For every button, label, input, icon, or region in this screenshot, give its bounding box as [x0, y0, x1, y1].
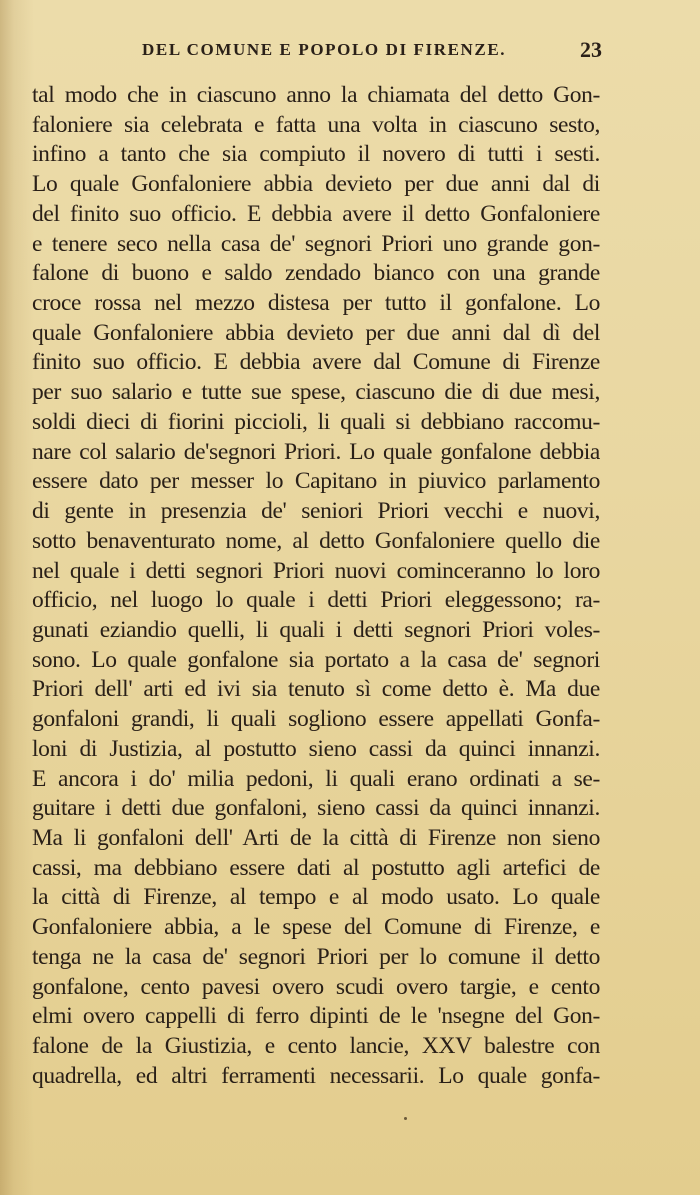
- text-line: gonfaloni grandi, li quali sogliono essere appellati Gonfa-: [32, 706, 600, 733]
- body-text: [32, 81, 600, 1091]
- text-line: tal modo che in ciascuno anno la chiamata del detto Gon-: [32, 82, 600, 108]
- text-line: e tenere seco nella casa de' segnori Priori uno grande gon-: [32, 230, 600, 257]
- text-line: nare col salario de'segnori Priori. Lo quale gonfalone debbia: [32, 438, 600, 465]
- text-line: cassi, ma debbiano essere dati al postutto agli artefici de: [32, 854, 600, 881]
- text-line: E ancora i do' milia pedoni, li quali erano ordinati a se-: [32, 765, 600, 792]
- text-line: sotto benaventurato nome, al detto Gonfaloniere quello die: [32, 527, 600, 554]
- text-line: Ma li gonfaloni dell' Arti de la città di Firenze non sieno: [32, 824, 600, 851]
- text-line: croce rossa nel mezzo distesa per tutto il gonfalone. Lo: [32, 290, 600, 317]
- text-line: finito suo officio. E debbia avere dal Comune di Firenze: [32, 349, 600, 376]
- text-line: quadrella, ed altri ferramenti necessarii. Lo quale gonfa-: [32, 1062, 600, 1089]
- text-line: gunati eziandio quelli, li quali i detti segnori Priori voles-: [32, 616, 600, 643]
- running-head: [0, 37, 700, 66]
- text-line: quale Gonfaloniere abbia devieto per due anni dal dì del: [32, 319, 600, 346]
- text-line: nel quale i detti segnori Priori nuovi cominceranno lo loro: [32, 557, 600, 584]
- text-line: Gonfaloniere abbia, a le spese del Comune di Firenze, e: [32, 914, 600, 941]
- text-line: infino a tanto che sia compiuto il novero di tutti i sesti.: [32, 141, 600, 168]
- text-line: falone de la Giustizia, e cento lancie, XXV balestre con: [32, 1033, 600, 1059]
- ink-speck: [404, 1117, 407, 1120]
- text-line: essere dato per messer lo Capitano in piuvico parlamento: [32, 468, 600, 495]
- text-line: per suo salario e tutte sue spese, ciascuno die di due mesi,: [32, 379, 600, 406]
- text-line: elmi overo cappelli di ferro dipinti de le 'nsegne del Gon-: [32, 1003, 600, 1030]
- text-line: officio, nel luogo lo quale i detti Priori eleggessono; ra-: [32, 587, 600, 614]
- text-line: soldi dieci di fiorini piccioli, li quali si debbiano raccomu-: [32, 408, 600, 435]
- text-line: sono. Lo quale gonfalone sia portato a la casa de' segnori: [32, 646, 600, 673]
- text-line: del finito suo officio. E debbia avere il detto Gonfaloniere: [32, 200, 600, 227]
- text-line: loni di Justizia, al postutto sieno cassi da quinci innanzi.: [32, 735, 600, 762]
- text-line: tenga ne la casa de' segnori Priori per lo comune il detto: [32, 943, 600, 970]
- text-line: Priori dell' arti ed ivi sia tenuto sì come detto è. Ma due: [32, 676, 600, 703]
- text-line: gonfalone, cento pavesi overo scudi overo targie, e cento: [32, 973, 600, 1000]
- text-line: faloniere sia celebrata e fatta una volta in ciascuno sesto,: [32, 111, 600, 138]
- text-line: la città di Firenze, al tempo e al modo usato. Lo quale: [32, 884, 600, 911]
- text-line: di gente in presenzia de' seniori Priori vecchi e nuovi,: [32, 498, 600, 525]
- text-line: Lo quale Gonfaloniere abbia devieto per due anni dal di: [32, 171, 600, 198]
- text-line: guitare i detti due gonfaloni, sieno cassi da quinci innanzi.: [32, 795, 600, 822]
- text-line: falone di buono e saldo zendado bianco con una grande: [32, 260, 600, 287]
- running-title: DEL COMUNE E POPOLO DI FIRENZE.: [142, 40, 507, 59]
- page-number: 23: [580, 37, 602, 62]
